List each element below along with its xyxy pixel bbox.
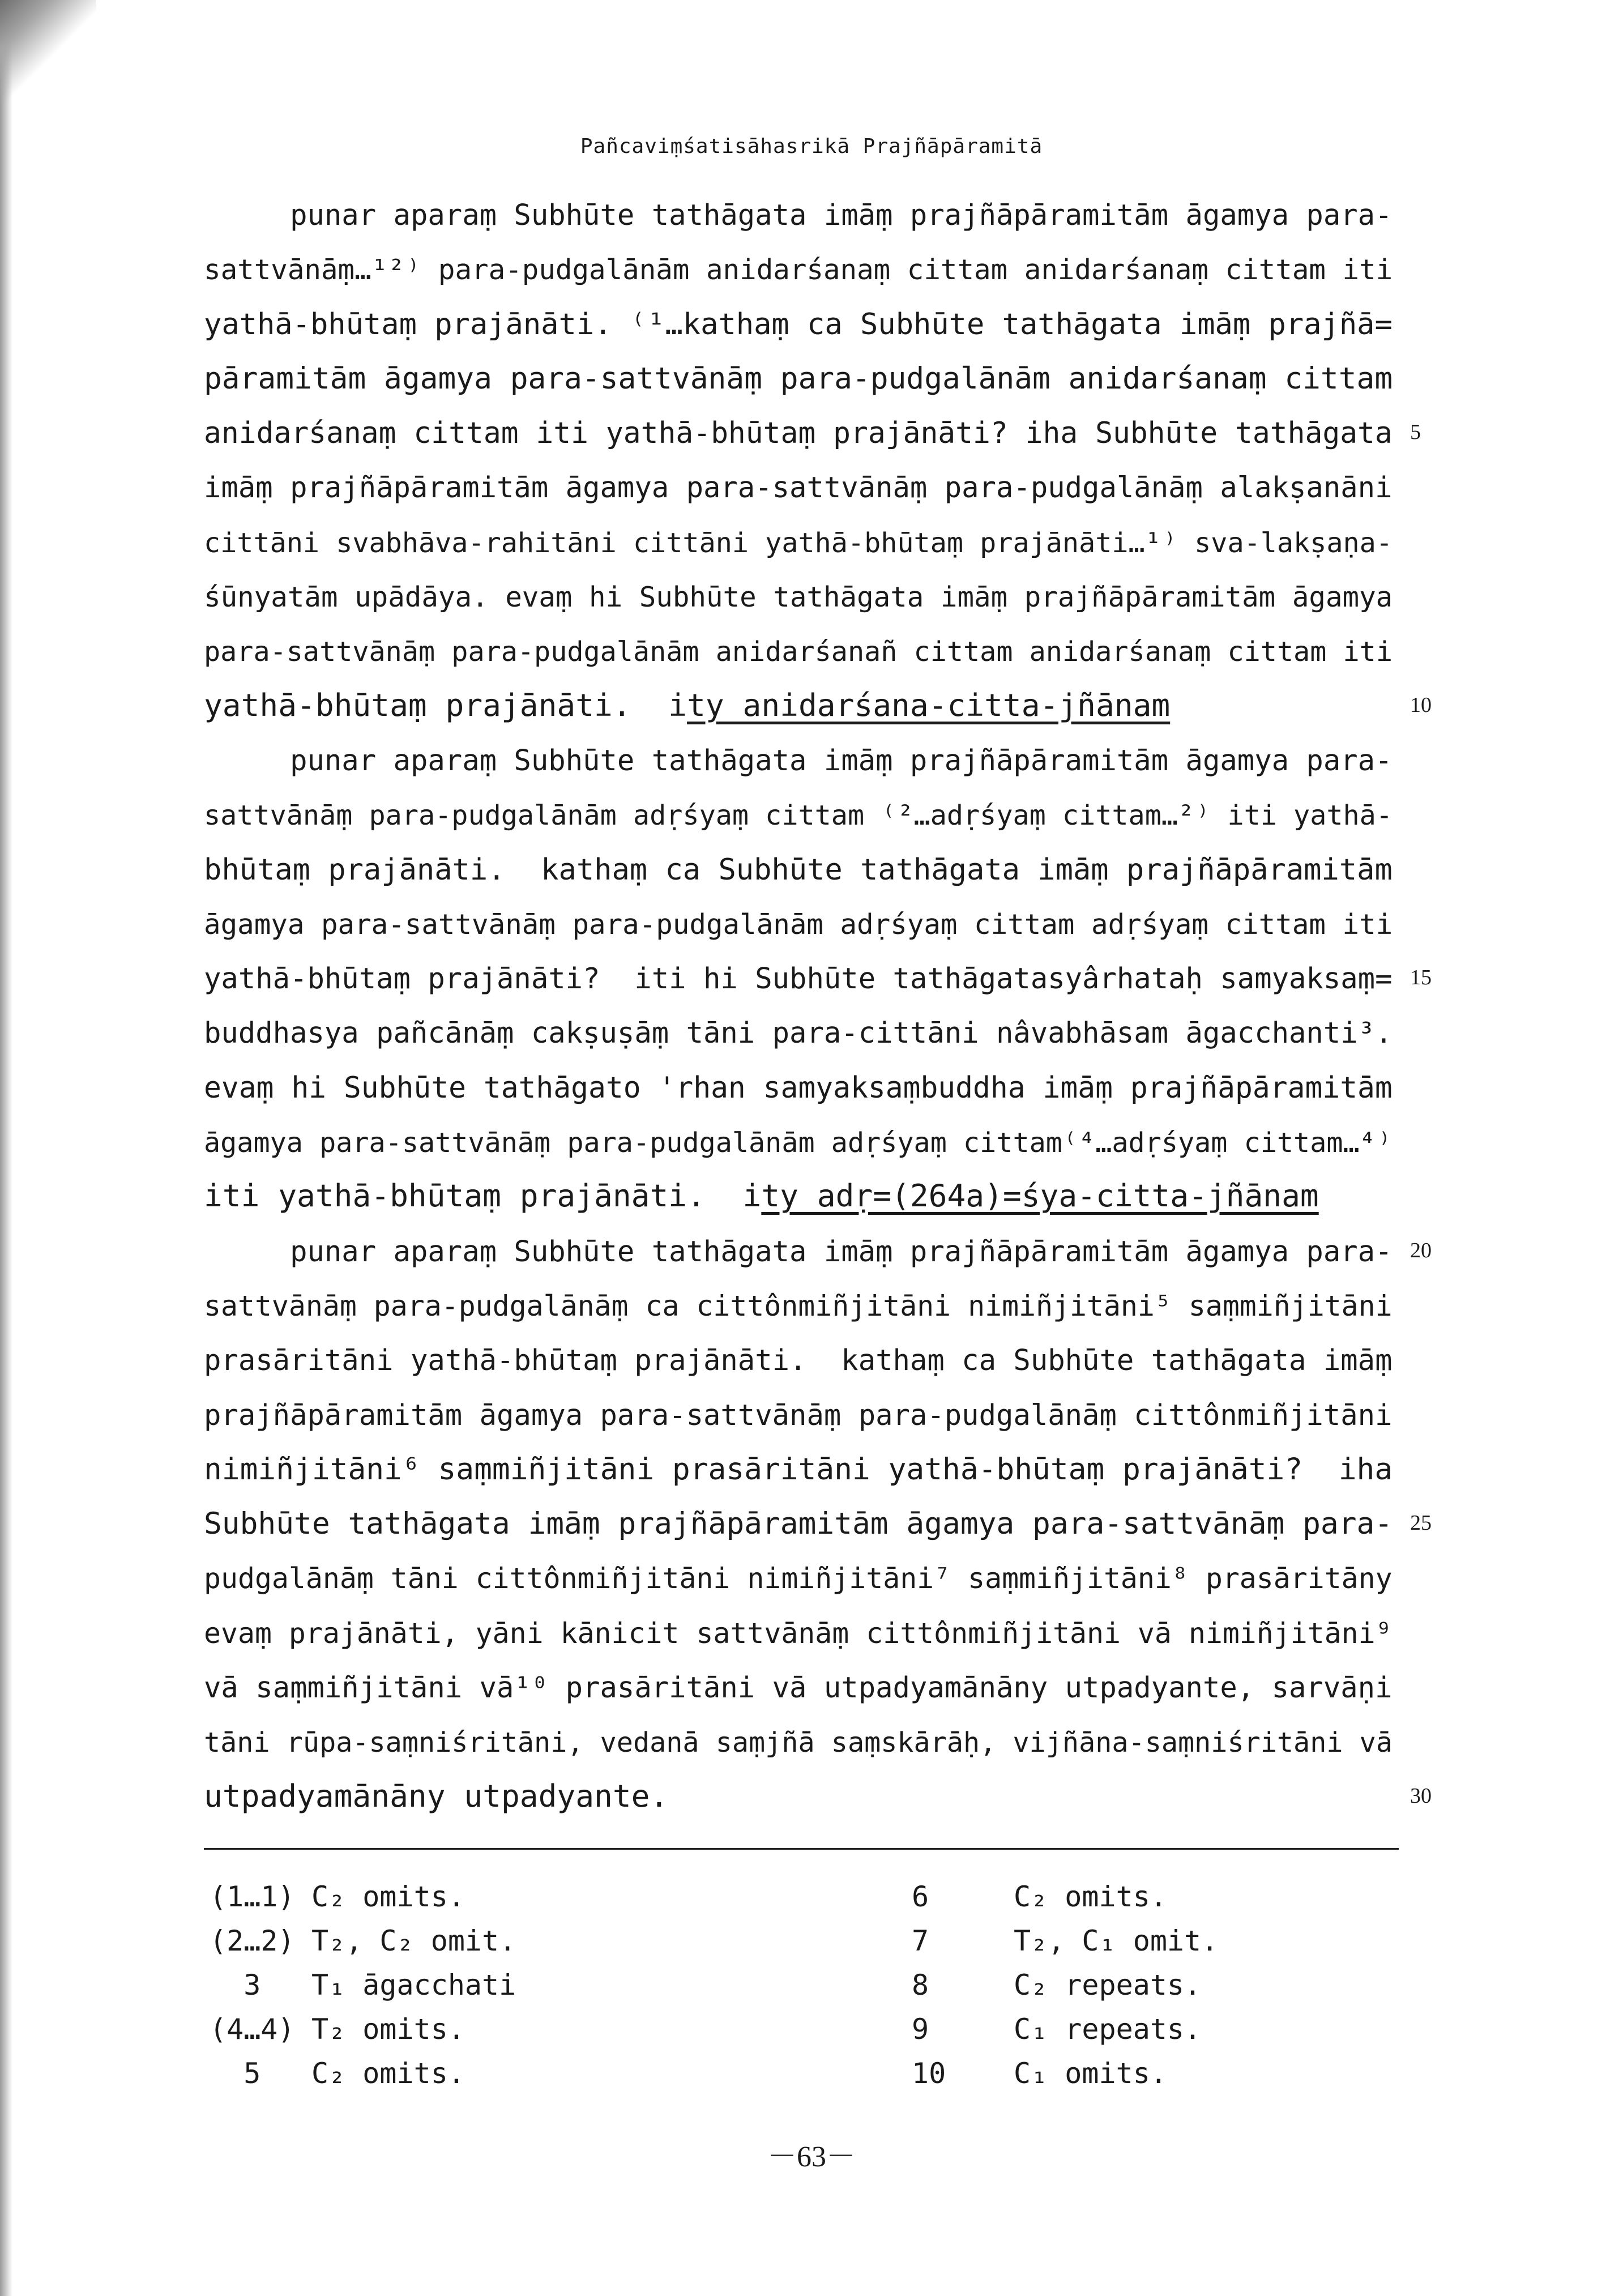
section-closing-phrase: ty anidarśana-citta-jñānam (687, 686, 1171, 723)
footnote (912, 2007, 1201, 2051)
text-line-content: evaṃ hi Subhūte tathāgato 'rhan samyaksaṃbuddha imāṃ prajñāpāramitām (204, 1070, 1393, 1105)
text-line (204, 1278, 1399, 1332)
footnote-mark: 5 (210, 2057, 261, 2090)
text-line (204, 1605, 1399, 1659)
text-line (204, 732, 1399, 787)
footnote (210, 2007, 465, 2051)
text-line (204, 1496, 1432, 1550)
text-line (204, 241, 1399, 296)
footnote (210, 1963, 516, 2007)
footnote (912, 2051, 1167, 2096)
text-line (204, 296, 1399, 351)
text-line (204, 1441, 1399, 1496)
text-line-content: sattvānāṃ para-pudgalānāṃ ca cittônmiñjitāni nimiñjitāni⁵ saṃmiñjitāni (204, 1289, 1393, 1322)
footnote-text: T₂, C₁ omit. (1014, 1924, 1219, 1957)
section-closing-phrase: ty adṛ=(264a)=śya-citta-jñānam (761, 1177, 1319, 1214)
footnote-mark: (1…1) (210, 1880, 295, 1913)
text-line (204, 1332, 1399, 1386)
footnote-mark: (2…2) (210, 1924, 295, 1957)
footnote (210, 1875, 465, 1919)
text-line (204, 1714, 1399, 1768)
text-line (204, 1060, 1399, 1114)
line-number: 15 (1410, 966, 1432, 990)
text-line-content: sattvānāṃ…¹²⁾ para-pudgalānām anidarśanaṃ cittam anidarśanaṃ cittam iti (204, 253, 1393, 287)
line-number: 5 (1410, 420, 1421, 445)
text-line-content: imāṃ prajñāpāramitām āgamya para-sattvānāṃ para-pudgalānāṃ alakṣanāni (204, 471, 1393, 505)
footnote (912, 1919, 1218, 1963)
line-number: 20 (1410, 1238, 1432, 1262)
text-line (204, 1659, 1399, 1714)
text-line (204, 623, 1399, 677)
footnote-mark: (4…4) (210, 2013, 295, 2046)
page-number: －63－ (767, 2141, 856, 2173)
text-line (204, 950, 1432, 1005)
text-line-content: punar aparaṃ Subhūte tathāgata imāṃ prajñāpāramitām āgamya para- (204, 1234, 1393, 1268)
text-line-content: anidarśanaṃ cittam iti yathā-bhūtaṃ prajānāti? iha Subhūte tathāgata (204, 416, 1393, 451)
text-line-content: iti yathā-bhūtaṃ prajānāti. ity adṛ=(264a)=śya-citta-jñānam (204, 1177, 1319, 1214)
footnote-rule (204, 1848, 1399, 1850)
footnote-text: C₂ omits. (311, 1880, 465, 1913)
text-line (204, 1550, 1399, 1604)
footnote-mark: 7 (912, 1924, 929, 1957)
scan-spine-shadow (0, 0, 12, 2296)
text-line (204, 842, 1399, 896)
text-line-content: utpadyamānāny utpadyante. (204, 1777, 669, 1814)
line-number: 10 (1410, 693, 1432, 717)
footnote-mark: 9 (912, 2013, 929, 2046)
text-line (204, 1223, 1432, 1278)
text-line-content: bhūtaṃ prajānāti. kathaṃ ca Subhūte tathāgata imāṃ prajñāpāramitām (204, 852, 1393, 887)
footnote-text: T₂ omits. (311, 2013, 465, 2046)
text-line (204, 405, 1421, 459)
text-line-content: sattvānāṃ para-pudgalānām adṛśyaṃ cittam ⁽²…adṛśyaṃ cittam…²⁾ iti yathā- (204, 800, 1393, 832)
footnote-text: T₂, C₂ omit. (311, 1924, 516, 1957)
running-header: Pañcaviṃśatisāhasrikā Prajñāpāramitā (580, 135, 1043, 158)
text-line-content: punar aparaṃ Subhūte tathāgata imāṃ prajñāpāramitām āgamya para- (204, 743, 1393, 777)
text-line-content: punar aparaṃ Subhūte tathāgata imāṃ prajñāpāramitām āgamya para- (204, 198, 1393, 232)
text-line (204, 187, 1399, 241)
text-line-content: pāramitām āgamya para-sattvānāṃ para-pudgalānām anidarśanaṃ cittam (204, 361, 1393, 396)
text-line (204, 1387, 1399, 1441)
text-line-content: cittāni svabhāva-rahitāni cittāni yathā-bhūtaṃ prajānāti…¹⁾ sva-lakṣaṇa- (204, 527, 1393, 559)
text-line (204, 1168, 1399, 1223)
text-line-content: pudgalānāṃ tāni cittônmiñjitāni nimiñjitāni⁷ saṃmiñjitāni⁸ prasāritāny (204, 1562, 1393, 1595)
footnote (912, 1875, 1167, 1919)
line-number: 30 (1410, 1783, 1432, 1808)
text-line-content: āgamya para-sattvānāṃ para-pudgalānām adṛśyaṃ cittam adṛśyaṃ cittam iti (204, 907, 1393, 941)
text-line-content: āgamya para-sattvānāṃ para-pudgalānām adṛśyaṃ cittam⁽⁴…adṛśyaṃ cittam…⁴⁾ (204, 1127, 1393, 1159)
text-line (204, 1769, 1432, 1823)
main-text (204, 187, 1432, 1823)
footnote-mark: 6 (912, 1880, 929, 1913)
text-line-content: prasāritāni yathā-bhūtaṃ prajānāti. kathaṃ ca Subhūte tathāgata imāṃ (204, 1343, 1393, 1377)
text-line-content: prajñāpāramitām āgamya para-sattvānāṃ para-pudgalānāṃ cittônmiñjitāni (204, 1398, 1393, 1432)
footnote-text: C₂ omits. (1014, 1880, 1167, 1913)
text-line (204, 351, 1399, 405)
text-line (204, 1114, 1399, 1168)
text-line-content: para-sattvānāṃ para-pudgalānām anidarśanañ cittam anidarśanaṃ cittam iti (204, 636, 1393, 668)
text-line-content: vā saṃmiñjitāni vā¹⁰ prasāritāni vā utpadyamānāny utpadyante, sarvāṇi (204, 1671, 1393, 1705)
footnote (210, 2051, 465, 2096)
text-line (204, 1005, 1399, 1059)
footnote-text: C₂ omits. (311, 2057, 465, 2090)
line-number: 25 (1410, 1511, 1432, 1535)
text-line-content: yathā-bhūtaṃ prajānāti? iti hi Subhūte tathāgatasyârhataḥ samyaksaṃ= (204, 962, 1393, 996)
text-line (204, 896, 1399, 950)
text-line (204, 514, 1399, 569)
text-line-content: nimiñjitāni⁶ saṃmiñjitāni prasāritāni yathā-bhūtaṃ prajānāti? iha (204, 1452, 1393, 1487)
text-line (204, 678, 1432, 732)
text-line-content: Subhūte tathāgata imāṃ prajñāpāramitām āgamya para-sattvānāṃ para- (204, 1507, 1393, 1542)
footnote-text: C₁ repeats. (1014, 2013, 1202, 2046)
footnote (210, 1919, 516, 1963)
footnote-text: C₂ repeats. (1014, 1969, 1202, 2001)
scan-corner-shadow (0, 0, 96, 130)
footnote-text: C₁ omits. (1014, 2057, 1167, 2090)
footnote-mark: 10 (912, 2057, 946, 2090)
text-line-content: yathā-bhūtaṃ prajānāti. ity anidarśana-citta-jñānam (204, 686, 1171, 723)
text-line-content: buddhasya pañcānāṃ cakṣuṣāṃ tāni para-cittāni nâvabhāsam āgacchanti³. (204, 1016, 1393, 1050)
footnote-text: T₁ āgacchati (311, 1969, 516, 2001)
text-line-content: tāni rūpa-saṃniśritāni, vedanā saṃjñā saṃskārāḥ, vijñāna-saṃniśritāni vā (204, 1727, 1393, 1759)
footnote (912, 1963, 1201, 2007)
text-line (204, 787, 1399, 841)
footnote-mark: 3 (210, 1969, 261, 2001)
text-line-content: evaṃ prajānāti, yāni kānicit sattvānāṃ cittônmiñjitāni vā nimiñjitāni⁹ (204, 1616, 1393, 1650)
text-line (204, 569, 1399, 623)
text-line-content: yathā-bhūtaṃ prajānāti. ⁽¹…kathaṃ ca Subhūte tathāgata imāṃ prajñā= (204, 307, 1393, 342)
footnote-mark: 8 (912, 1969, 929, 2001)
text-line (204, 459, 1399, 514)
text-line-content: śūnyatām upādāya. evaṃ hi Subhūte tathāgata imāṃ prajñāpāramitām āgamya (204, 581, 1393, 614)
